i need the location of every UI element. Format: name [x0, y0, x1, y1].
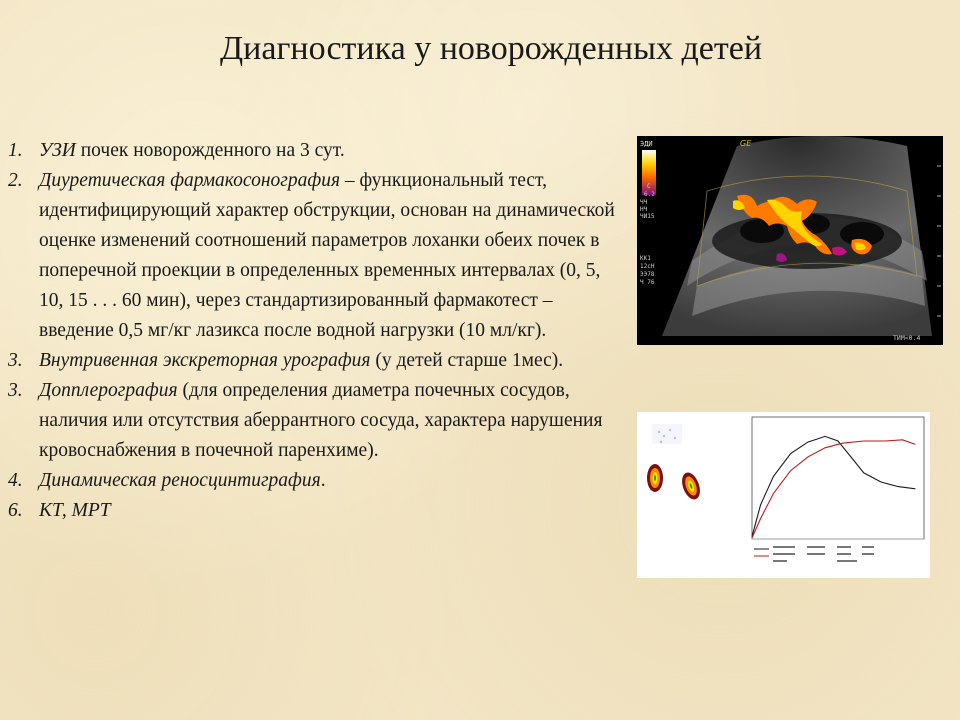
renoscintigraphy-image — [637, 412, 930, 578]
item-text — [39, 346, 618, 376]
item-term: Внутривенная экскреторная урография — [39, 350, 371, 371]
item-text — [39, 466, 618, 496]
item-number: 3. — [8, 350, 23, 371]
item-term: Динамическая реносцинтиграфия — [39, 470, 321, 491]
renogram-drawing — [637, 412, 930, 578]
item-text — [39, 136, 618, 166]
side-label: С — [647, 183, 651, 190]
list-item — [8, 136, 618, 166]
item-text — [39, 166, 618, 346]
item-number: 2. — [8, 170, 23, 191]
slide-title: Диагностика у новорожденных детей — [219, 30, 763, 67]
side-label: 12сН — [640, 263, 655, 270]
item-description: . — [320, 470, 326, 491]
item-text — [39, 496, 618, 526]
list-item — [8, 376, 618, 466]
item-description: (для определения диаметра почечных сосудов, наличия или отсутствия аберрантного сосуда, характера нарушения кровоснабжения в почечной паренхиме). — [39, 380, 603, 461]
item-description: (у детей старше 1мес). — [370, 350, 564, 371]
item-number: 1. — [8, 140, 23, 161]
list-item — [8, 346, 618, 376]
ultrasound-drawing — [637, 136, 943, 345]
item-number: 3. — [8, 380, 23, 401]
list-item — [8, 466, 618, 496]
item-description: почек новорожденного на 3 сут. — [75, 140, 345, 161]
depth-label: ТИМ<0.4 — [893, 334, 921, 342]
item-number: 4. — [8, 470, 23, 491]
item-term: УЗИ — [39, 140, 76, 161]
item-text — [39, 376, 618, 466]
item-term: Диуретическая фармакосонография — [39, 170, 341, 191]
item-term: Допплерография — [39, 380, 178, 401]
item-term: КТ, МРТ — [39, 500, 111, 521]
scale-top-label: ЭДИ — [640, 140, 653, 148]
side-label: ЧЧ — [640, 199, 648, 206]
renogram-frame — [752, 417, 924, 539]
side-label: ЧИ15 — [640, 213, 655, 220]
diagnostic-methods-list — [8, 136, 618, 526]
side-label: ЭЭ78 — [640, 271, 655, 278]
item-number: 6. — [8, 500, 23, 521]
side-label: Ч 76 — [640, 279, 655, 286]
list-item — [8, 496, 618, 526]
item-description: – функциональный тест, идентифицирующий характер обструкции, основан на динамической оценке изменений соотношений параметров лоханки обеих почек в поперечной проекции в определенных временных интервалах (0, 5, 10, 15 . . . 60 мин), через стандартизированный фармакотест – введение 0,5 мг/кг лазикса после водной нагрузки (10 мл/кг). — [39, 170, 615, 341]
side-label: КК1 — [640, 255, 651, 262]
list-item — [8, 166, 618, 346]
kidney-ultrasound-image — [637, 136, 943, 345]
brand-logo: GE — [740, 139, 752, 148]
side-label: 6.2 — [644, 191, 655, 198]
side-label: НЧ — [640, 206, 648, 213]
